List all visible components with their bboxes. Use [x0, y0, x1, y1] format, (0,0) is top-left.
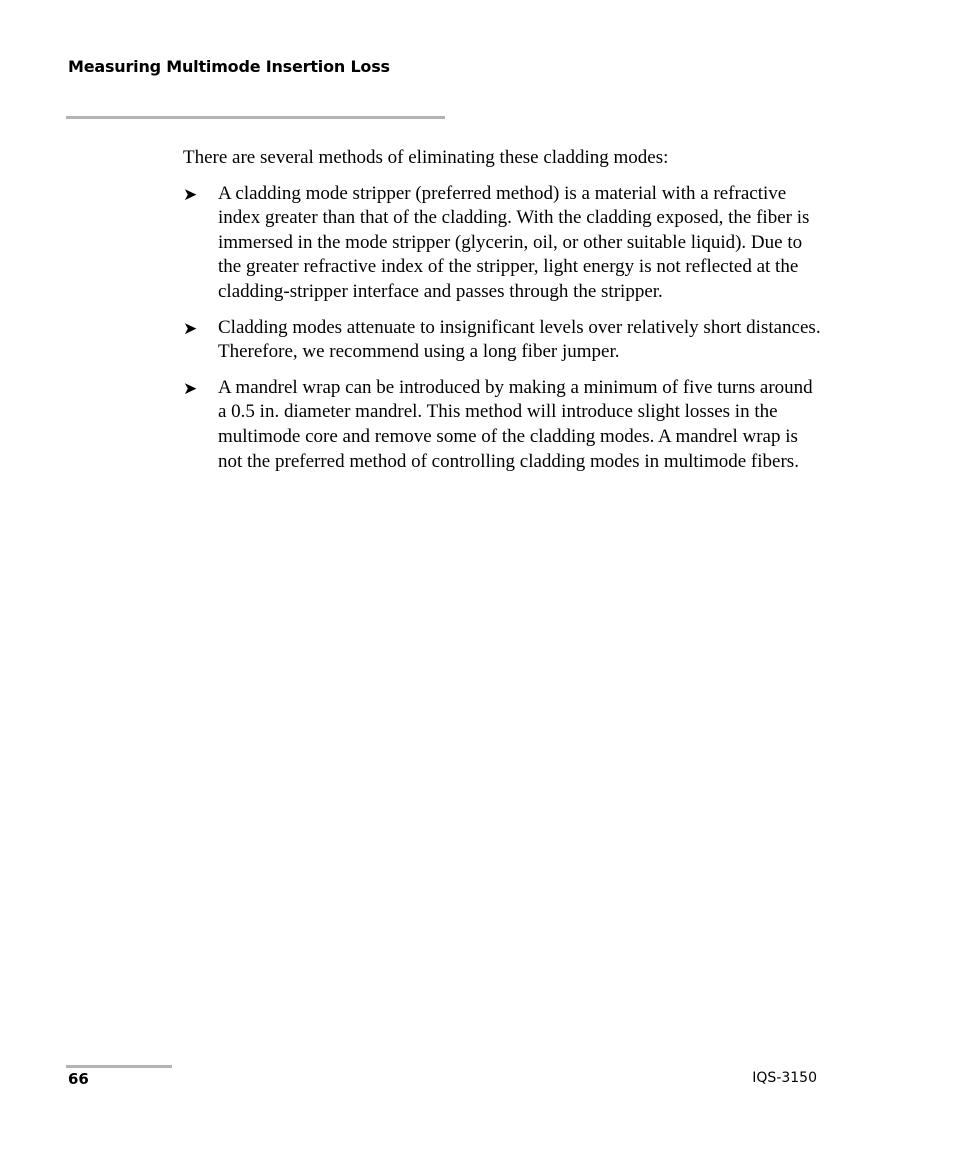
bullet-item-attenuation	[183, 316, 823, 365]
header-rule	[66, 116, 445, 119]
intro-paragraph: There are several methods of eliminating these cladding modes:	[183, 147, 669, 168]
bullet-text: A mandrel wrap can be introduced by making a minimum of five turns around a 0.5 in. diameter mandrel. This method will introduce slight losses in the multimode core and remove some of the cladding modes. A mandrel wrap is not the preferred method of controlling cladding modes in multimode fibers.	[218, 376, 813, 472]
product-id: IQS-3150	[752, 1070, 817, 1086]
arrow-bullet-icon: ➤	[183, 318, 198, 339]
bullet-text: Cladding modes attenuate to insignificant levels over relatively short distances. Therefore, we recommend using a long fiber jumper.	[218, 316, 821, 363]
page-number: 66	[68, 1070, 89, 1088]
bullet-item-mandrel-wrap	[183, 376, 823, 474]
bullet-item-mode-stripper	[183, 182, 823, 305]
arrow-bullet-icon: ➤	[183, 184, 198, 205]
arrow-bullet-icon: ➤	[183, 378, 198, 399]
bullet-text: A cladding mode stripper (preferred method) is a material with a refractive index greater than that of the cladding. With the cladding exposed, the fiber is immersed in the mode stripper (glycerin, oil, or other suitable liquid). Due to the greater refractive index of the stripper, light energy is not reflected at the cladding-stripper interface and passes through the stripper.	[218, 182, 810, 302]
running-title: Measuring Multimode Insertion Loss	[68, 57, 390, 76]
main-content	[183, 146, 823, 485]
footer-rule	[66, 1065, 172, 1068]
